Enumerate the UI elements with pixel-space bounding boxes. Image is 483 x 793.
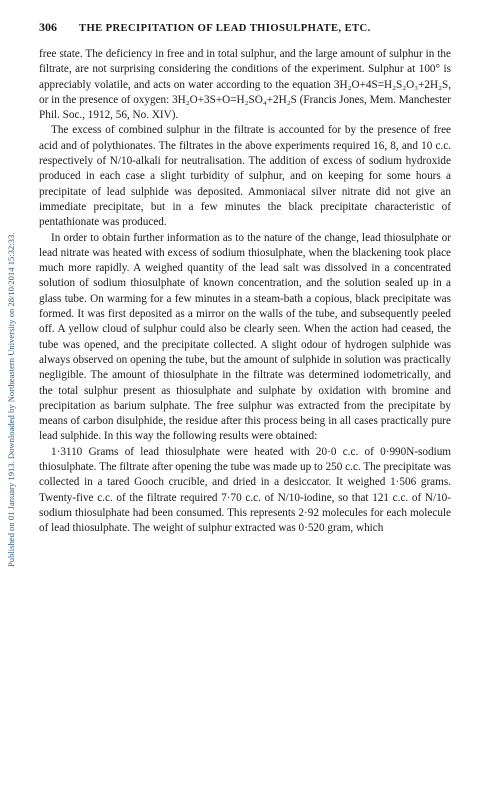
paragraph: free state. The deficiency in free and in total sulphur, and the large amount of sulphur in the filtrate, are not surprising considering the conditions of the experiment. Sulphur at 100° is appreciably volatile, and acts on water according to the equation 3H₂O+4S=H₂S₂O₃+2H₂S, or in the presence of oxygen: 3H₂O+3S+O=H₂SO₄+2H₂S (Francis Jones, Mem. Manchester Phil. Soc., 1912, 56, No. XIV). xyxy=(39,48,451,122)
running-title: THE PRECIPITATION OF LEAD THIOSULPHATE, ETC. xyxy=(79,23,371,34)
paragraph: In order to obtain further information as to the nature of the change, lead thiosulphate or lead nitrate was heated with excess of sodium thiosulphate, when the blackening took place much more rapidly. A weighed quantity of the lead salt was dissolved in a concentrated solution of sodium thiosulphate of known concentration, and the solution sealed up in a glass tube. On warming for a few minutes in a steam-bath a copious, black precipitate was formed. It was first deposited as a mirror on the walls of the tube, and subsequently peeled off. A yellow cloud of sulphur could also be clearly seen. When the action had ceased, the tube was opened, and the precipitate collected. A slight odour of hydrogen sulphide was always observed on opening the tube, but the amount of sulphide in solution was practically negligible. The amount of thiosulphate in the filtrate was determined iodometrically, and the total sulphur present as thiosulphate and sulphate by oxidation with bromine and precipitation as barium sulphate. The free sulphur was extracted from the precipitate by means of carbon disulphide, the residue after this process being in all cases practically pure lead sulphide. In this way the following results were obtained: xyxy=(39,231,451,443)
paragraph: The excess of combined sulphur in the filtrate is accounted for by the presence of free acid and of polythionates. The filtrates in the above experiments required 16, 8, and 10 c.c. respectively of N/10-alkali for neutralisation. The addition of excess of sodium hydroxide produced in each case a slight turbidity of sulphur, and on keeping for some hours a precipitate of lead sulphide was deposited. Ammoniacal silver nitrate did not give an immediate precipitate, but in a few minutes the black precipitate characteristic of pentathionate was produced. xyxy=(39,124,451,229)
journal-page xyxy=(39,20,451,537)
download-watermark: Published on 01 January 1913. Downloaded by Northeastern University on 28/10/2014 15:32:33. xyxy=(6,232,16,568)
page-header xyxy=(39,20,451,35)
paragraph: 1·3110 Grams of lead thiosulphate were heated with 20·0 c.c. of 0·990N-sodium thiosulphate. The filtrate after opening the tube was made up to 250 c.c. The precipitate was collected in a tared Gooch crucible, and dried in a desiccator. It weighed 1·506 grams. Twenty-five c.c. of the filtrate required 7·70 c.c. of N/10-iodine, so that 121 c.c. of N/10-sodium thiosulphate had been consumed. This represents 2·92 molecules for each molecule of lead thiosulphate. The weight of sulphur extracted was 0·520 gram, which xyxy=(39,445,451,535)
article-body xyxy=(39,47,451,537)
page-number: 306 xyxy=(39,20,57,34)
